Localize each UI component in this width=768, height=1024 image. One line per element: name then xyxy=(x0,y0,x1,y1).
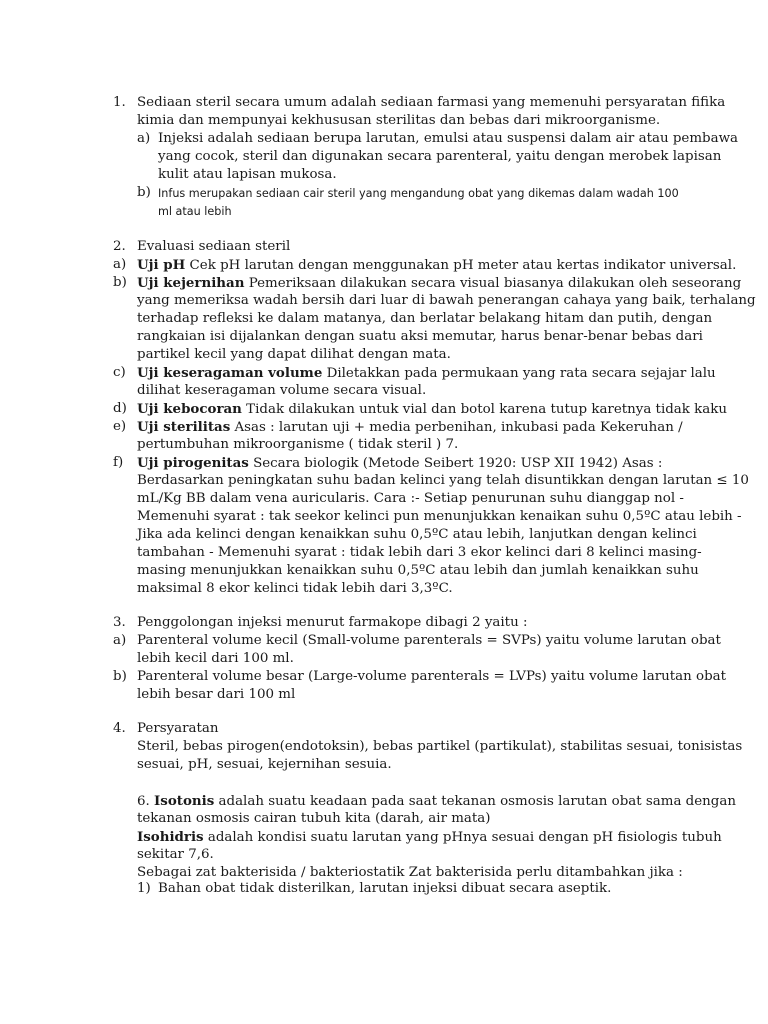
section-3-item-b-line-2: lebih besar dari 100 ml xyxy=(137,687,296,702)
item-heading: Uji kebocoran xyxy=(137,401,242,417)
section-2-item-f-line-5: Jika ada kelinci dengan kenaikkan suhu 0,5ºC atau lebih, lanjutkan dengan kelinci xyxy=(137,527,697,542)
item-label: b) xyxy=(113,275,127,290)
section-2-item-b-line-2: yang memeriksa wadah bersih dari luar di bawah penerangan cahaya yang baik, terhalang xyxy=(137,293,756,308)
section-6-bakterisida-line: Sebagai zat bakterisida / bakteriostatik Zat bakterisida perlu ditambahkan jika : xyxy=(137,865,683,880)
section-4-line-2: sesuai, pH, sesuai, kejernihan sesuia. xyxy=(137,757,392,772)
document-page: 1. Sediaan steril secara umum adalah sediaan farmasi yang memenuhi persyaratan fifika kimia dan mempunyai kekhususan sterilitas dan bebas dari mikroorganisme. a) Injeksi adalah sediaan berupa larutan, emulsi atau suspensi dalam air atau pembawa yang cocok, steril dan digunakan secara parenteral, yaitu dengan merobek lapisan kulit atau lapisan mukosa. b) Infus merupakan sediaan cair steril yang mengandung obat yang dikemas dalam wadah 100 ml atau lebih 2. Evaluasi sediaan steril a) Uji pH Cek pH larutan dengan menggunakan pH meter atau kertas indikator universal. b) Uji kejernihan Pemeriksaan dilakukan secara visual biasanya dilakukan oleh seseorang yang memeriksa wadah bersih dari luar di bawah penerangan cahaya yang baik, terhalang terhadap refleksi ke dalam matanya, dan berlatar belakang hitam dan putih, dengan rangkaian isi dijalankan dengan suatu aksi memutar, harus benar-benar bebas dari partikel kecil yang dapat dilihat dengan mata. c) Uji keseragaman volume Diletakkan pada permukaan yang rata secara sejajar lalu dilihat keseragaman volume secara visual. d) Uji kebocoran Tidak dilakukan untuk vial dan botol karena tutup karetnya tidak kaku e) Uji sterilitas Asas : larutan uji + media perbenihan, inkubasi pada Kekeruhan / pertumbuhan mikroorganisme ( tidak steril ) 7. f) Uji pirogenitas Secara biologik (Metode Seibert 1920: USP XII 1942) Asas : Berdasarkan peningkatan suhu badan kelinci yang telah disuntikkan dengan larutan ≤ 10 mL/Kg BB dalam vena auricularis. Cara :- Setiap penurunan suhu dianggap nol - Memenuhi syarat : tak seekor kelinci pun menunjukkan kenaikan suhu 0,5ºC atau lebih - Jika ada kelinci dengan kenaikkan suhu 0,5ºC atau lebih, lanjutkan dengan kelinci tambahan - Memenuhi syarat : tidak lebih dari 3 ekor kelinci dari 8 kelinci masing- masing menunjukkan kenaikkan suhu 0,5ºC atau lebih dan jumlah kenaikkan suhu maksimal 8 ekor kelinci tidak lebih dari 3,3ºC. 3. Penggolongan injeksi menurut farmakope dibagi 2 yaitu : a) Parenteral volume kecil (Small-volume parenterals = SVPs) yaitu volume larutan obat lebih kecil dari 100 ml. b) Parenteral volume besar (Large-volume parenterals = LVPs) yaitu volume larutan obat lebih besar dari 100 ml 4. Persyaratan Steril, bebas pirogen(endotoksin), bebas partikel (partikulat), stabilitas sesuai, tonisistas sesuai, pH, sesuai, kejernihan sesuia. 6. Isotonis adalah suatu keadaan pada saat tekanan osmosis larutan obat sama dengan tekanan osmosis cairan tubuh kita (darah, air mata) Isohidris adalah kondisi suatu larutan yang pHnya sesuai dengan pH fisiologis tubuh sekitar 7,6. Sebagai zat bakterisida / bakteriostatik Zat bakterisida perlu ditambahkan jika : 1) Bahan obat tidak disterilkan, larutan injeksi dibuat secara aseptik. xyxy=(113,95,756,896)
section-2-number: 2. xyxy=(113,239,126,254)
item-label: a) xyxy=(113,633,127,648)
section-1-item-a-line-2: yang cocok, steril dan digunakan secara parenteral, yaitu dengan merobek lapisan xyxy=(158,149,722,164)
item-label: d) xyxy=(113,401,127,416)
section-2-item-f-line-8: maksimal 8 ekor kelinci tidak lebih dari 3,3ºC. xyxy=(137,581,453,596)
section-3-number: 3. xyxy=(113,615,126,630)
section-2-item-f-line-2: Berdasarkan peningkatan suhu badan kelinci yang telah disuntikkan dengan larutan ≤ 10 xyxy=(137,473,749,488)
section-2-item-b-line-5: partikel kecil yang dapat dilihat dengan mata. xyxy=(137,347,451,362)
section-1-number: 1. xyxy=(113,95,126,110)
section-6-isotonis-line-1: 6. Isotonis adalah suatu keadaan pada saat tekanan osmosis larutan obat sama dengan xyxy=(137,793,736,809)
section-2-item-c-line-2: dilihat keseragaman volume secara visual. xyxy=(137,383,427,398)
section-3-item-a-line-2: lebih kecil dari 100 ml. xyxy=(137,651,294,666)
item-label: 1) xyxy=(137,881,151,896)
item-label: b) xyxy=(113,669,127,684)
section-4-line-1: Steril, bebas pirogen(endotoksin), bebas partikel (partikulat), stabilitas sesuai, tonisistas xyxy=(137,739,743,754)
item-label: e) xyxy=(113,419,127,434)
section-1-item-a-line-3: kulit atau lapisan mukosa. xyxy=(158,167,337,182)
section-2-item-f-line-6: tambahan - Memenuhi syarat : tidak lebih dari 3 ekor kelinci dari 8 kelinci masing- xyxy=(137,545,702,560)
item-heading: Uji pirogenitas xyxy=(137,455,249,471)
item-label: c) xyxy=(113,365,126,380)
section-6-isohidris-line-1: Isohidris adalah kondisi suatu larutan yang pHnya sesuai dengan pH fisiologis tubuh xyxy=(137,829,722,845)
section-2-item-b-line-4: rangkaian isi dijalankan dengan suatu aksi memutar, harus benar-benar bebas dari xyxy=(137,329,703,344)
isohidris-heading: Isohidris xyxy=(137,829,204,845)
section-2-item-f-line-3: mL/Kg BB dalam vena auricularis. Cara :- Setiap penurunan suhu dianggap nol - xyxy=(137,491,684,506)
section-6-isotonis-line-2: tekanan osmosis cairan tubuh kita (darah, air mata) xyxy=(137,811,491,826)
item-label: a) xyxy=(113,257,127,272)
item-heading: Uji kejernihan xyxy=(137,275,245,291)
section-1-item-b-line-2: ml atau lebih xyxy=(158,205,232,218)
section-2-item-e-line-2: pertumbuhan mikroorganisme ( tidak steril ) 7. xyxy=(137,437,459,452)
section-6-isohidris-line-2: sekitar 7,6. xyxy=(137,847,214,862)
item-heading: Uji keseragaman volume xyxy=(137,365,323,381)
isotonis-heading: Isotonis xyxy=(154,793,215,809)
section-1-line-2: kimia dan mempunyai kekhususan sterilitas dan bebas dari mikroorganisme. xyxy=(137,113,661,128)
item-label: b) xyxy=(137,185,151,200)
item-heading: Uji sterilitas xyxy=(137,419,231,435)
section-6-number: 6. xyxy=(137,794,150,809)
item-label: a) xyxy=(137,131,151,146)
section-2-item-b-line-3: terhadap refleksi ke dalam matanya, dan berlatar belakang hitam dan putih, dengan xyxy=(137,311,713,326)
section-2-item-f-line-7: masing menunjukkan kenaikkan suhu 0,5ºC atau lebih dan jumlah kenaikkan suhu xyxy=(137,563,699,578)
item-label: f) xyxy=(113,455,124,470)
item-heading: Uji pH xyxy=(137,257,186,273)
section-4-number: 4. xyxy=(113,721,126,736)
section-2-item-f-line-4: Memenuhi syarat : tak seekor kelinci pun menunjukkan kenaikan suhu 0,5ºC atau lebih - xyxy=(137,509,742,524)
